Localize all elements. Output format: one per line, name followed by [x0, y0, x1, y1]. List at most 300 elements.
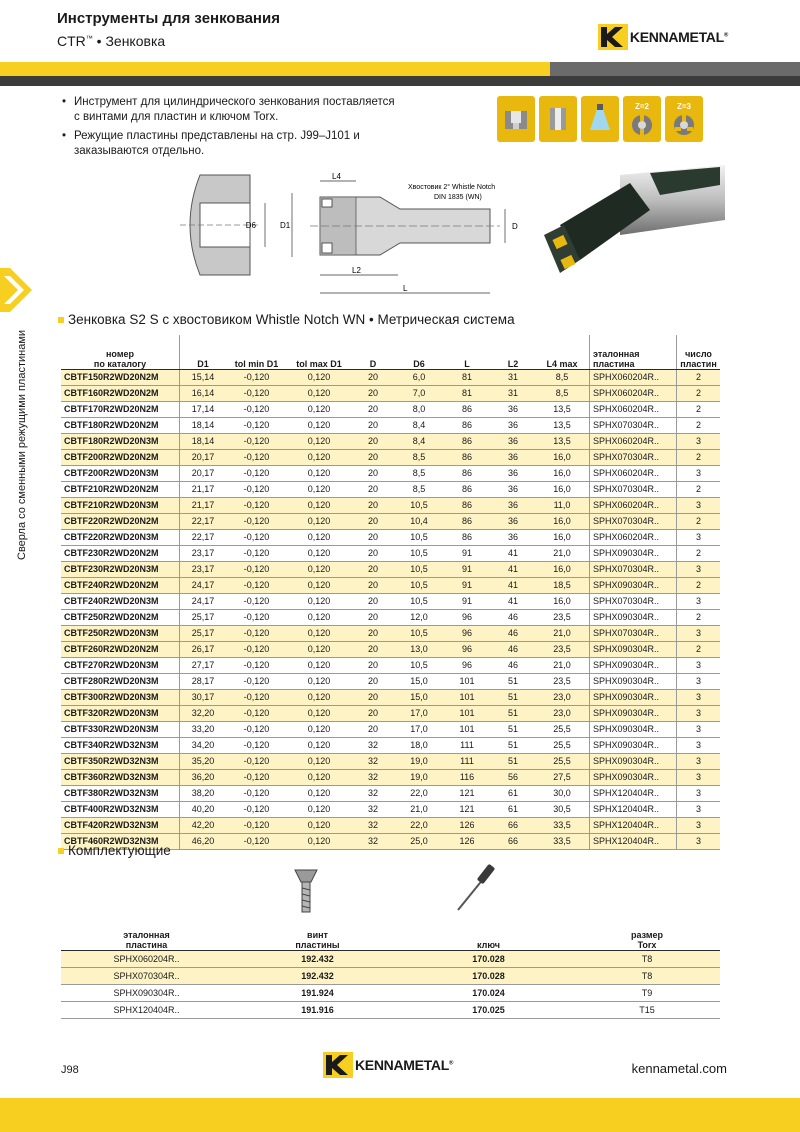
- table-cell: CBTF240R2WD20N3M: [61, 594, 180, 610]
- table-row: [61, 690, 720, 706]
- table-cell: 0,120: [287, 770, 351, 786]
- table-cell: 36: [491, 514, 535, 530]
- table-cell: 32: [351, 754, 395, 770]
- table-row: [61, 514, 720, 530]
- table-cell: CBTF400R2WD32N3M: [61, 802, 180, 818]
- insert-screw-icon: [293, 868, 319, 914]
- table-cell: 2: [677, 514, 721, 530]
- acc-table-cell: T8: [574, 968, 720, 985]
- table-cell: 10,4: [395, 514, 443, 530]
- table-cell: 20: [351, 674, 395, 690]
- table-cell: 31: [491, 370, 535, 386]
- table-cell: 3: [677, 754, 721, 770]
- table-cell: 10,5: [395, 546, 443, 562]
- table-row: [61, 562, 720, 578]
- table-cell: 16,0: [535, 514, 590, 530]
- table-cell: 0,120: [287, 530, 351, 546]
- acc-table-cell: 170.024: [403, 985, 574, 1002]
- table-cell: 20: [351, 418, 395, 434]
- table-row: [61, 546, 720, 562]
- table-cell: 3: [677, 722, 721, 738]
- table-cell: 3: [677, 818, 721, 834]
- table-row: [61, 610, 720, 626]
- table-cell: 31: [491, 386, 535, 402]
- table-cell: 3: [677, 530, 721, 546]
- table-cell: -0,120: [226, 466, 287, 482]
- table-cell: 3: [677, 658, 721, 674]
- table-cell: CBTF160R2WD20N2M: [61, 386, 180, 402]
- col-l: L: [443, 335, 491, 370]
- table-cell: 22,17: [180, 530, 227, 546]
- table-cell: CBTF460R2WD32N3M: [61, 834, 180, 850]
- table-cell: 0,120: [287, 562, 351, 578]
- table-cell: 33,20: [180, 722, 227, 738]
- side-tab-label: Сверла со сменными режущими пластинами: [16, 329, 28, 560]
- table-cell: SPHX090304R..: [590, 610, 677, 626]
- col-d1: D1: [180, 335, 227, 370]
- table-cell: 16,14: [180, 386, 227, 402]
- table-cell: 32: [351, 738, 395, 754]
- table-cell: 116: [443, 770, 491, 786]
- acc-table-cell: T15: [574, 1002, 720, 1019]
- table-cell: 36: [491, 434, 535, 450]
- table-cell: CBTF300R2WD20N3M: [61, 690, 180, 706]
- table-cell: 16,0: [535, 466, 590, 482]
- table-cell: 8,4: [395, 418, 443, 434]
- table-row: [61, 770, 720, 786]
- table-cell: 126: [443, 834, 491, 850]
- table-cell: 25,5: [535, 754, 590, 770]
- table-cell: 51: [491, 754, 535, 770]
- footer-logo-text: KENNAMETAL®: [355, 1057, 454, 1073]
- table-cell: 86: [443, 402, 491, 418]
- table-cell: 0,120: [287, 722, 351, 738]
- table-cell: 0,120: [287, 738, 351, 754]
- table-cell: 25,17: [180, 626, 227, 642]
- table-cell: 3: [677, 466, 721, 482]
- table-cell: 16,0: [535, 450, 590, 466]
- table-cell: 10,5: [395, 530, 443, 546]
- table-cell: SPHX060204R..: [590, 498, 677, 514]
- table-cell: 3: [677, 674, 721, 690]
- table-row: [61, 482, 720, 498]
- table-cell: 8,5: [535, 370, 590, 386]
- torx-key-icon: [454, 862, 498, 914]
- table-cell: 16,0: [535, 482, 590, 498]
- table-row: [61, 818, 720, 834]
- table-cell: CBTF170R2WD20N2M: [61, 402, 180, 418]
- table-cell: 18,14: [180, 434, 227, 450]
- acc-table-cell: T9: [574, 985, 720, 1002]
- table-cell: -0,120: [226, 546, 287, 562]
- acc-table-cell: SPHX070304R..: [61, 968, 232, 985]
- table-cell: 32: [351, 834, 395, 850]
- table-cell: CBTF210R2WD20N2M: [61, 482, 180, 498]
- kennametal-logo: [598, 24, 728, 50]
- col-ref-insert: эталонная пластина: [590, 335, 677, 370]
- table-cell: 23,5: [535, 610, 590, 626]
- table-cell: -0,120: [226, 418, 287, 434]
- table-cell: 20: [351, 626, 395, 642]
- table-cell: 96: [443, 626, 491, 642]
- table-cell: 3: [677, 706, 721, 722]
- table-cell: 91: [443, 578, 491, 594]
- table-cell: SPHX090304R..: [590, 658, 677, 674]
- table-cell: 51: [491, 690, 535, 706]
- table-cell: 2: [677, 402, 721, 418]
- table-cell: -0,120: [226, 498, 287, 514]
- subtitle-brand: CTR: [57, 33, 86, 49]
- table-cell: 86: [443, 530, 491, 546]
- table-cell: SPHX090304R..: [590, 674, 677, 690]
- trademark-mark: ™: [85, 35, 93, 43]
- table-cell: 101: [443, 674, 491, 690]
- table-cell: 46: [491, 658, 535, 674]
- table-cell: 0,120: [287, 386, 351, 402]
- footer-band-yellow: [0, 1098, 800, 1132]
- table-cell: -0,120: [226, 626, 287, 642]
- table-cell: 21,0: [535, 546, 590, 562]
- table-cell: CBTF220R2WD20N3M: [61, 530, 180, 546]
- table-row: [61, 802, 720, 818]
- table-cell: SPHX120404R..: [590, 818, 677, 834]
- table-cell: 86: [443, 498, 491, 514]
- table-cell: 7,0: [395, 386, 443, 402]
- main-section-title: Зенковка S2 S с хвостовиком Whistle Notch WN • Метрическая система: [58, 312, 515, 327]
- table-cell: SPHX090304R..: [590, 642, 677, 658]
- table-cell: 2: [677, 546, 721, 562]
- table-cell: 24,17: [180, 578, 227, 594]
- acc-table-row: [61, 1002, 720, 1019]
- acc-table-cell: SPHX120404R..: [61, 1002, 232, 1019]
- table-cell: -0,120: [226, 578, 287, 594]
- table-cell: SPHX090304R..: [590, 738, 677, 754]
- table-cell: 0,120: [287, 482, 351, 498]
- table-cell: 16,0: [535, 530, 590, 546]
- table-cell: 46: [491, 642, 535, 658]
- table-cell: 12,0: [395, 610, 443, 626]
- application-icons: [497, 96, 703, 142]
- table-cell: 16,0: [535, 594, 590, 610]
- table-cell: 3: [677, 434, 721, 450]
- table-row: [61, 402, 720, 418]
- table-row: [61, 530, 720, 546]
- table-cell: 30,5: [535, 802, 590, 818]
- table-cell: SPHX060204R..: [590, 370, 677, 386]
- table-cell: 20,17: [180, 466, 227, 482]
- table-cell: 30,17: [180, 690, 227, 706]
- table-cell: 8,0: [395, 402, 443, 418]
- table-cell: 2: [677, 450, 721, 466]
- table-cell: 111: [443, 754, 491, 770]
- table-cell: 13,5: [535, 418, 590, 434]
- table-cell: 46,20: [180, 834, 227, 850]
- table-cell: -0,120: [226, 482, 287, 498]
- table-cell: CBTF420R2WD32N3M: [61, 818, 180, 834]
- table-cell: 0,120: [287, 802, 351, 818]
- table-cell: -0,120: [226, 834, 287, 850]
- table-row: [61, 450, 720, 466]
- table-cell: 41: [491, 546, 535, 562]
- table-cell: 18,0: [395, 738, 443, 754]
- table-cell: 3: [677, 738, 721, 754]
- table-cell: -0,120: [226, 722, 287, 738]
- table-cell: 20: [351, 658, 395, 674]
- table-cell: -0,120: [226, 530, 287, 546]
- table-cell: 25,5: [535, 738, 590, 754]
- table-cell: 15,14: [180, 370, 227, 386]
- acc-table-cell: 170.025: [403, 1002, 574, 1019]
- counterbore-icon: [497, 96, 535, 142]
- table-cell: 56: [491, 770, 535, 786]
- table-cell: SPHX090304R..: [590, 754, 677, 770]
- table-cell: 101: [443, 690, 491, 706]
- table-cell: 8,4: [395, 434, 443, 450]
- table-cell: 40,20: [180, 802, 227, 818]
- table-cell: 46: [491, 626, 535, 642]
- table-cell: 23,0: [535, 690, 590, 706]
- table-cell: 2: [677, 418, 721, 434]
- shank-note: Хвостовик 2° Whistle Notch: [408, 184, 496, 191]
- table-cell: CBTF350R2WD32N3M: [61, 754, 180, 770]
- col-tol-max: tol max D1: [287, 335, 351, 370]
- acc-table-row: [61, 985, 720, 1002]
- table-cell: 86: [443, 434, 491, 450]
- table-row: [61, 386, 720, 402]
- table-cell: 101: [443, 722, 491, 738]
- table-row: [61, 658, 720, 674]
- table-cell: 27,5: [535, 770, 590, 786]
- section-marker-icon: [58, 317, 64, 323]
- table-cell: CBTF250R2WD20N3M: [61, 626, 180, 642]
- table-cell: 86: [443, 466, 491, 482]
- table-cell: 32: [351, 802, 395, 818]
- acc-table-cell: 170.028: [403, 968, 574, 985]
- table-row: [61, 466, 720, 482]
- table-cell: SPHX090304R..: [590, 546, 677, 562]
- table-cell: -0,120: [226, 818, 287, 834]
- table-cell: CBTF260R2WD20N2M: [61, 642, 180, 658]
- table-cell: SPHX120404R..: [590, 802, 677, 818]
- table-cell: 2: [677, 370, 721, 386]
- table-cell: 20: [351, 370, 395, 386]
- table-cell: CBTF200R2WD20N2M: [61, 450, 180, 466]
- table-cell: 86: [443, 418, 491, 434]
- table-cell: 42,20: [180, 818, 227, 834]
- table-cell: 0,120: [287, 498, 351, 514]
- table-cell: 10,5: [395, 658, 443, 674]
- table-cell: -0,120: [226, 402, 287, 418]
- coolant-icon: [581, 96, 619, 142]
- acc-col-torx: размер Torx: [574, 926, 720, 951]
- table-cell: 18,5: [535, 578, 590, 594]
- table-cell: 22,0: [395, 786, 443, 802]
- table-cell: -0,120: [226, 674, 287, 690]
- table-row: [61, 786, 720, 802]
- table-cell: SPHX070304R..: [590, 626, 677, 642]
- table-cell: SPHX070304R..: [590, 482, 677, 498]
- table-cell: CBTF270R2WD20N3M: [61, 658, 180, 674]
- footer-logo: [323, 1052, 453, 1078]
- table-cell: 20: [351, 594, 395, 610]
- table-cell: 20: [351, 498, 395, 514]
- table-cell: 24,17: [180, 594, 227, 610]
- table-row: [61, 434, 720, 450]
- col-l4: L4 max: [535, 335, 590, 370]
- d-label: D: [512, 222, 518, 231]
- table-cell: 22,17: [180, 514, 227, 530]
- table-cell: 21,17: [180, 498, 227, 514]
- side-tab-chevron-icon: [0, 268, 40, 312]
- table-cell: 20: [351, 690, 395, 706]
- table-cell: 126: [443, 818, 491, 834]
- table-cell: CBTF200R2WD20N3M: [61, 466, 180, 482]
- table-cell: 81: [443, 370, 491, 386]
- table-cell: 10,5: [395, 562, 443, 578]
- table-cell: 0,120: [287, 450, 351, 466]
- bullet-item: • Режущие пластины представлены на стр. J99–J101 и заказываются отдельно.: [62, 129, 402, 159]
- table-cell: CBTF240R2WD20N2M: [61, 578, 180, 594]
- d1-label: D1: [280, 221, 291, 230]
- table-cell: 36: [491, 498, 535, 514]
- table-cell: 0,120: [287, 674, 351, 690]
- table-cell: 91: [443, 594, 491, 610]
- table-cell: 13,0: [395, 642, 443, 658]
- table-cell: 0,120: [287, 834, 351, 850]
- d6-label: D6: [245, 221, 256, 230]
- table-cell: 8,5: [395, 482, 443, 498]
- table-cell: 41: [491, 578, 535, 594]
- table-cell: CBTF210R2WD20N3M: [61, 498, 180, 514]
- table-cell: -0,120: [226, 770, 287, 786]
- kennametal-k-icon: [323, 1052, 353, 1078]
- table-cell: SPHX120404R..: [590, 786, 677, 802]
- table-cell: -0,120: [226, 386, 287, 402]
- table-cell: CBTF320R2WD20N3M: [61, 706, 180, 722]
- table-cell: 86: [443, 482, 491, 498]
- table-row: [61, 754, 720, 770]
- product-table: [61, 335, 720, 850]
- table-cell: -0,120: [226, 658, 287, 674]
- table-cell: 34,20: [180, 738, 227, 754]
- table-cell: 36: [491, 530, 535, 546]
- table-cell: 20: [351, 466, 395, 482]
- table-cell: 3: [677, 626, 721, 642]
- table-cell: 86: [443, 514, 491, 530]
- table-cell: 0,120: [287, 434, 351, 450]
- table-cell: -0,120: [226, 802, 287, 818]
- table-cell: 10,5: [395, 626, 443, 642]
- table-cell: 32: [351, 786, 395, 802]
- table-cell: 13,5: [535, 434, 590, 450]
- through-hole-icon: [539, 96, 577, 142]
- table-cell: 0,120: [287, 402, 351, 418]
- table-cell: 28,17: [180, 674, 227, 690]
- table-cell: CBTF250R2WD20N2M: [61, 610, 180, 626]
- table-cell: -0,120: [226, 562, 287, 578]
- table-cell: 96: [443, 610, 491, 626]
- acc-table-cell: 191.924: [232, 985, 403, 1002]
- table-cell: 81: [443, 386, 491, 402]
- shank-standard: DIN 1835 (WN): [434, 194, 482, 201]
- technical-drawing: [180, 165, 540, 305]
- table-cell: CBTF330R2WD20N3M: [61, 722, 180, 738]
- bullet-item: • Инструмент для цилиндрического зенкования поставляется с винтами для пластин и ключом Torx.: [62, 95, 402, 125]
- table-cell: 41: [491, 594, 535, 610]
- table-cell: -0,120: [226, 754, 287, 770]
- col-l2: L2: [491, 335, 535, 370]
- table-cell: SPHX070304R..: [590, 450, 677, 466]
- table-cell: 17,0: [395, 722, 443, 738]
- table-cell: 36: [491, 402, 535, 418]
- l-label: L: [403, 284, 408, 293]
- table-cell: 16,0: [535, 562, 590, 578]
- table-cell: CBTF220R2WD20N2M: [61, 514, 180, 530]
- tool-photo: [540, 165, 730, 280]
- table-cell: 36: [491, 418, 535, 434]
- table-cell: 2: [677, 642, 721, 658]
- table-cell: 23,0: [535, 706, 590, 722]
- table-cell: SPHX060204R..: [590, 466, 677, 482]
- table-cell: SPHX060204R..: [590, 402, 677, 418]
- table-cell: 2: [677, 578, 721, 594]
- table-cell: 17,14: [180, 402, 227, 418]
- acc-table-cell: 192.432: [232, 951, 403, 968]
- table-cell: 21,0: [395, 802, 443, 818]
- table-cell: 20: [351, 706, 395, 722]
- table-cell: 26,17: [180, 642, 227, 658]
- z2-insert-icon: Z=2: [623, 96, 661, 142]
- accessories-section-title: Комплектующие: [58, 843, 171, 858]
- l2-label: L2: [352, 266, 361, 275]
- table-cell: 41: [491, 562, 535, 578]
- table-row: [61, 642, 720, 658]
- table-row: [61, 418, 720, 434]
- z3-insert-icon: Z=3: [665, 96, 703, 142]
- table-cell: 61: [491, 802, 535, 818]
- table-cell: 21,17: [180, 482, 227, 498]
- table-cell: 0,120: [287, 690, 351, 706]
- table-cell: 17,0: [395, 706, 443, 722]
- table-cell: 91: [443, 546, 491, 562]
- table-cell: 23,17: [180, 546, 227, 562]
- table-cell: 32: [351, 818, 395, 834]
- accessories-table: [61, 926, 720, 1019]
- table-row: [61, 370, 720, 386]
- header-band-grey: [550, 62, 800, 76]
- table-cell: -0,120: [226, 514, 287, 530]
- table-cell: CBTF380R2WD32N3M: [61, 786, 180, 802]
- website-link[interactable]: kennametal.com: [631, 1061, 727, 1076]
- acc-header-row: [61, 926, 720, 951]
- table-cell: -0,120: [226, 642, 287, 658]
- table-row: [61, 626, 720, 642]
- table-cell: 10,5: [395, 578, 443, 594]
- table-row: [61, 706, 720, 722]
- table-cell: 36: [491, 450, 535, 466]
- table-row: [61, 674, 720, 690]
- table-cell: 51: [491, 738, 535, 754]
- table-row: [61, 594, 720, 610]
- table-cell: 0,120: [287, 514, 351, 530]
- table-cell: CBTF340R2WD32N3M: [61, 738, 180, 754]
- acc-table-cell: SPHX060204R..: [61, 951, 232, 968]
- table-cell: 0,120: [287, 642, 351, 658]
- acc-col-screw: винт пластины: [232, 926, 403, 951]
- table-cell: 20: [351, 546, 395, 562]
- l4-label: L4: [332, 172, 341, 181]
- table-cell: 20: [351, 434, 395, 450]
